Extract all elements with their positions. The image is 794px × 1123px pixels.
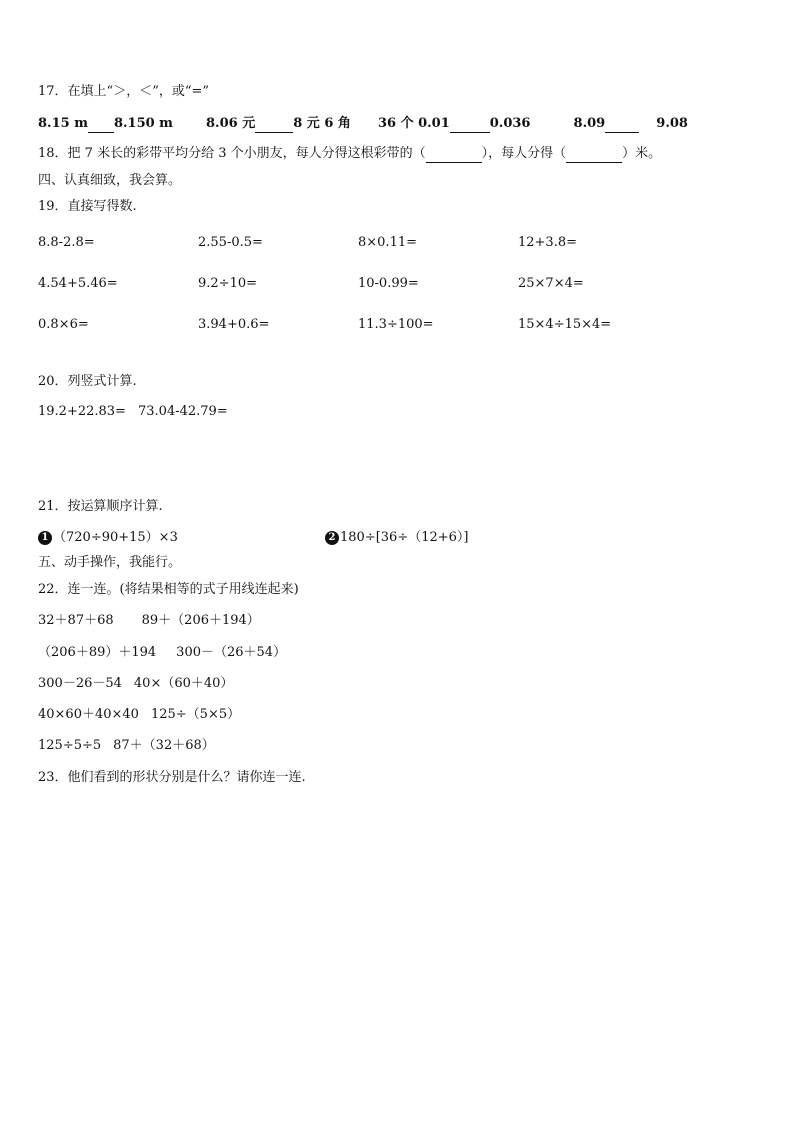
q21-title: 21．按运算顺序计算. — [38, 499, 163, 514]
q22-left-1: 32＋87＋68 — [38, 613, 114, 628]
circled-number-1-icon: 1 — [38, 531, 52, 545]
q22-title: 22．连一连。(将结果相等的式子用线连起来) — [38, 582, 299, 597]
q18-part1: 18．把 7 米长的彩带平均分给 3 个小朋友，每人分得这根彩带的（ — [38, 146, 426, 161]
q18-part3: ）米。 — [622, 146, 662, 161]
q17-title: 17．在填上“＞，＜”，或“=” — [38, 84, 210, 99]
q19-r2-c3: 10-0.99= — [358, 276, 419, 291]
q19-r1-c2: 2.55-0.5= — [198, 235, 263, 250]
q18-blank-2[interactable] — [566, 146, 622, 163]
q19-r1-c3: 8×0.11= — [358, 235, 418, 250]
q17-blank-3[interactable] — [450, 116, 490, 133]
q22-left-5: 125÷5÷5 — [38, 738, 102, 753]
q19-r2-c4: 25×7×4= — [518, 276, 584, 291]
q22-left-3: 300－26－54 — [38, 676, 122, 691]
q21-item-2-expr: 180÷[36÷（12+6）] — [340, 530, 469, 545]
q21-item-2 — [325, 530, 469, 546]
q22-row-2 — [38, 645, 286, 661]
q20-item-1: 19.2+22.83= — [38, 404, 126, 419]
section-4-heading: 四、认真细致，我会算。 — [38, 173, 182, 188]
q19-r3-c3: 11.3÷100= — [358, 317, 434, 332]
q17-item-3-right: 0.036 — [489, 116, 531, 131]
q22-left-4: 40×60＋40×40 — [38, 707, 139, 722]
q17-item-4-left: 8.09 — [573, 116, 606, 131]
q22-right-5: 87＋（32＋68） — [113, 738, 215, 753]
q19-r3-c2: 3.94+0.6= — [198, 317, 270, 332]
q22-right-3: 40×（60＋40） — [133, 676, 234, 691]
q17-item-1-right: 8.150 m — [113, 116, 173, 131]
q19-r1-c4: 12+3.8= — [518, 235, 578, 250]
q17-item-1-left: 8.15 m — [38, 116, 88, 131]
q19-title: 19．直接写得数. — [38, 199, 137, 214]
q17-item-2-right: 8 元 6 角 — [293, 116, 351, 131]
q22-row-1 — [38, 613, 260, 629]
q22-left-2: （206＋89）＋194 — [38, 645, 157, 660]
q18-blank-1[interactable] — [426, 146, 482, 163]
q17-blank-2[interactable] — [255, 116, 293, 133]
q19-r2-c1: 4.54+5.46= — [38, 276, 118, 291]
q20-title: 20．列竖式计算. — [38, 374, 137, 389]
q22-right-4: 125÷（5×5） — [150, 707, 241, 722]
q17-blank-1[interactable] — [88, 116, 114, 133]
q19-r3-c1: 0.8×6= — [38, 317, 89, 332]
q22-row-3 — [38, 676, 233, 692]
q21-item-1 — [38, 530, 178, 546]
q19-r2-c2: 9.2÷10= — [198, 276, 258, 291]
q22-row-5 — [38, 738, 215, 754]
q22-right-1: 89＋（206＋194） — [141, 613, 260, 628]
q17-item-2-left: 8.06 元 — [206, 116, 256, 131]
q17-item-4-right: 9.08 — [656, 116, 688, 131]
q20-item-2: 73.04-42.79= — [138, 404, 228, 419]
q18-part2: ），每人分得（ — [481, 146, 567, 161]
circled-number-2-icon: 2 — [325, 531, 339, 545]
q23-title: 23．他们看到的形状分别是什么？请你连一连. — [38, 770, 306, 785]
q17-blank-4[interactable] — [605, 116, 639, 133]
q17-comparisons — [38, 116, 688, 133]
q17-item-3-left: 36 个 0.01 — [377, 116, 450, 131]
q18-text — [38, 146, 661, 163]
q19-r3-c4: 15×4÷15×4= — [518, 317, 612, 332]
q19-r1-c1: 8.8-2.8= — [38, 235, 95, 250]
q22-right-2: 300－（26＋54） — [176, 645, 287, 660]
q21-item-1-expr: （720÷90+15）×3 — [53, 530, 178, 545]
section-5-heading: 五、动手操作，我能行。 — [38, 555, 182, 570]
q22-row-4 — [38, 707, 240, 723]
